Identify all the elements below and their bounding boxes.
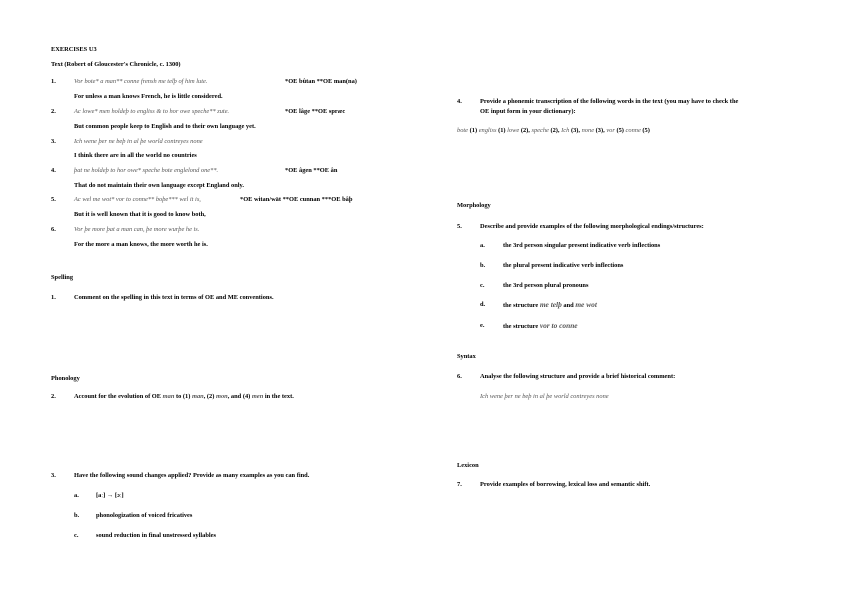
word-ref: (3), — [595, 127, 605, 134]
morphology-heading: Morphology — [457, 202, 491, 209]
translation-line: But common people keep to English and to their own language yet. — [74, 123, 256, 130]
line-number: 6. — [51, 226, 56, 233]
question-lexicon: Provide examples of borrowing, lexical loss and semantic shift. — [480, 481, 651, 488]
sub-item: phonologization of voiced fricatives — [96, 512, 193, 519]
question-number: 3. — [51, 472, 56, 479]
middle-english-line: Ac lowe* men holdeþ to engliss & to hor owe speche** zute. — [74, 108, 230, 115]
question-number: 7. — [457, 481, 462, 488]
line-number: 5. — [51, 196, 56, 203]
oe-gloss: *OE witan/wät **OE cunnan ***OE bâþ — [240, 196, 353, 203]
sub-label: e. — [480, 322, 485, 329]
word: none — [581, 127, 595, 134]
word: lowe — [507, 127, 520, 134]
sub-item-example: me telþ — [539, 300, 562, 309]
word: bote — [457, 127, 469, 134]
word: speche — [531, 127, 549, 134]
word: conne — [625, 127, 641, 134]
sub-label: c. — [480, 282, 485, 289]
word: engliss — [478, 127, 497, 134]
middle-english-line: Ac wel me wot* vor to conne** boþe*** wel it is, — [74, 196, 201, 203]
spelling-heading: Spelling — [51, 274, 74, 281]
question-number: 5. — [457, 223, 462, 230]
sub-label: a. — [74, 492, 79, 499]
syntax-heading: Syntax — [457, 353, 476, 360]
word-ref: (1) — [469, 127, 478, 134]
q2-part: , (2) — [203, 393, 215, 400]
q2-part: in the text. — [264, 393, 294, 400]
oe-gloss: *OE bûtan **OE man(na) — [285, 78, 357, 85]
sub-label: a. — [480, 242, 485, 249]
translation-line: For unless a man knows French, he is little considered. — [74, 93, 223, 100]
middle-english-line: þat ne holdeþ to hor owe* speche bote englelond one**. — [74, 167, 219, 174]
question-number: 4. — [457, 98, 462, 105]
sub-label: c. — [74, 532, 79, 539]
syntax-example: Ich wene þer ne beþ in al þe world contreyes none — [480, 393, 609, 400]
word-ref: (2), — [550, 127, 560, 134]
line-number: 4. — [51, 167, 56, 174]
q2-word: men — [251, 393, 264, 400]
q2-part: , and (4) — [227, 393, 251, 400]
question-evolution — [74, 394, 294, 400]
question-spelling: Comment on the spelling in this text in terms of OE and ME conventions. — [74, 294, 274, 301]
word-ref: (2), — [520, 127, 530, 134]
question-morphology: Describe and provide examples of the following morphological endings/structures: — [480, 223, 704, 230]
q2-word: man — [191, 393, 204, 400]
line-number: 3. — [51, 138, 56, 145]
translation-line: That do not maintain their own language except England only. — [74, 182, 244, 189]
question-number: 6. — [457, 373, 462, 380]
sub-label: b. — [74, 512, 80, 519]
question-transcription-line2: OE input form in your dictionary): — [480, 108, 576, 115]
word-ref: (3), — [570, 127, 580, 134]
sub-item-text: the structure — [503, 323, 539, 330]
question-sound-changes: Have the following sound changes applied? Provide as many examples as you can find. — [74, 472, 310, 479]
question-transcription-line1: Provide a phonemic transcription of the following words in the text (you may have to check the — [480, 98, 739, 105]
line-number: 2. — [51, 108, 56, 115]
word-ref: (5) — [616, 127, 624, 134]
sub-item-text: the structure — [503, 302, 539, 309]
middle-english-line: Vor þe more þat a man can, þe more wurþe he is. — [74, 226, 200, 233]
sub-item: the plural present indicative verb inflections — [503, 262, 624, 269]
question-syntax: Analyse the following structure and provide a brief historical comment: — [480, 373, 676, 380]
q2-part: Account for the evolution of OE — [74, 393, 162, 400]
transcription-words — [457, 128, 650, 134]
exercise-heading: EXERCISES U3 — [51, 46, 97, 53]
translation-line: But it is well known that it is good to know both, — [74, 211, 206, 218]
sub-item-example: me wot — [575, 300, 597, 309]
line-number: 1. — [51, 78, 56, 85]
question-number: 1. — [51, 294, 56, 301]
q2-word: mon — [215, 393, 228, 400]
sub-item: the 3rd person singular present indicative verb inflections — [503, 242, 661, 249]
middle-english-line: Ich wene þer ne beþ in al þe world contreyes none — [74, 138, 203, 145]
q2-part: to (1) — [176, 393, 191, 400]
word-ref: (1) — [498, 127, 506, 134]
text-title: Text (Robert of Gloucester's Chronicle, c. 1300) — [51, 61, 181, 68]
question-number: 2. — [51, 393, 56, 400]
sub-item — [503, 322, 578, 330]
word: vor — [606, 127, 615, 134]
sub-label: d. — [480, 301, 486, 308]
translation-line: For the more a man knows, the more worth he is. — [74, 241, 208, 248]
phonology-heading: Phonology — [51, 375, 80, 382]
sub-item — [503, 301, 597, 309]
translation-line: I think there are in all the world no countries — [74, 152, 197, 159]
sub-item: [aː] → [ɔː] — [96, 492, 124, 499]
sub-item: the 3rd person plural pronouns — [503, 282, 589, 289]
middle-english-line: Vor bote* a man** conne frensh me telþ of him lute. — [74, 78, 208, 85]
sub-label: b. — [480, 262, 486, 269]
word-ref: (5) — [642, 127, 650, 134]
lexicon-heading: Lexicon — [457, 462, 479, 469]
oe-gloss: *OE lâge **OE spræc — [285, 108, 346, 115]
sub-item-example: vor to conne — [539, 321, 578, 330]
word: Ich — [561, 127, 570, 134]
oe-gloss: *OE âgen **OE ân — [285, 167, 338, 174]
sub-item-and: and — [563, 302, 574, 309]
q2-word: man — [162, 393, 175, 400]
sub-item: sound reduction in final unstressed syllables — [96, 532, 216, 539]
